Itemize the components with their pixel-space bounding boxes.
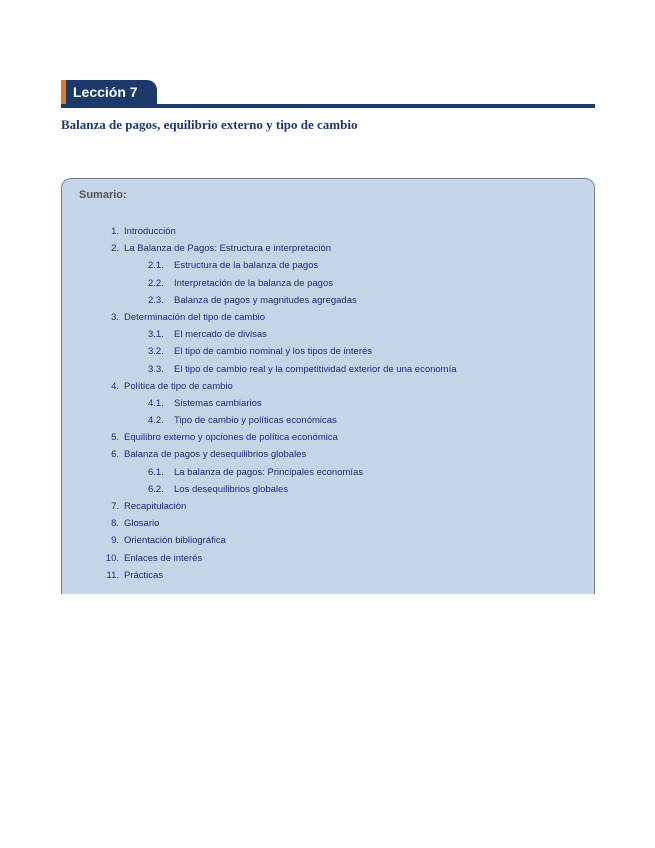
toc-item-number: 4.2. xyxy=(148,415,164,427)
toc-item-text: Enlaces de interés xyxy=(124,552,203,564)
lesson-title: Balanza de pagos, equilibrio externo y tipo de cambio xyxy=(61,117,358,132)
toc-item-number: 2.2. xyxy=(148,277,164,289)
toc-item-number: 9. xyxy=(111,535,119,547)
toc-item-text: Recapitulación xyxy=(124,501,187,512)
toc-item-number: 6. xyxy=(111,449,119,461)
toc-item-text: Equilibro externo y opciones de política económica xyxy=(124,432,338,444)
toc-item-number: 4.1. xyxy=(148,397,164,409)
toc-item-number: 2.3. xyxy=(148,294,164,306)
toc-item-number: 5. xyxy=(111,432,119,444)
lesson-divider xyxy=(61,104,595,108)
toc-item-text: Prácticas xyxy=(124,569,164,581)
toc-item-number: 3. xyxy=(111,311,119,323)
toc-item-text: Balanza de pagos y desequilibrios globales xyxy=(124,449,307,461)
toc-item-text: La balanza de pagos: Principales economías xyxy=(174,466,364,478)
toc-item-number: 6.2. xyxy=(148,483,164,495)
lesson-tab xyxy=(61,80,157,105)
toc-item-text: Balanza de pagos y magnitudes agregadas xyxy=(174,294,357,306)
toc-item-text: Política de tipo de cambio xyxy=(124,380,233,392)
toc-item-text: La Balanza de Pagos: Estructura e interpretación xyxy=(124,243,332,255)
toc-item-number: 3.2. xyxy=(148,346,164,358)
toc-item-number: 7. xyxy=(111,501,119,512)
toc-item-text: Tipo de cambio y políticas económicas xyxy=(174,415,337,427)
toc-item-number: 1. xyxy=(111,226,119,237)
toc-item-number: 6.1. xyxy=(148,466,164,478)
toc-item-number: 2. xyxy=(111,243,119,255)
toc-item-number: 3.1. xyxy=(148,329,164,341)
toc-item-number: 8. xyxy=(111,518,119,530)
toc-item-text: Sistemas cambiarios xyxy=(174,397,262,409)
toc-item-text: Glosario xyxy=(124,518,160,530)
toc-item-number: 4. xyxy=(111,380,119,392)
toc-item-number: 10. xyxy=(105,552,119,564)
summary-label: Sumario: xyxy=(79,189,127,201)
summary-box xyxy=(61,178,595,594)
toc-item-text: Determinación del tipo de cambio xyxy=(124,311,265,323)
toc-item-number: 3.3. xyxy=(148,363,164,375)
toc-item-text: Los desequilibrios globales xyxy=(174,483,289,495)
toc-item-text: Estructura de la balanza de pagos xyxy=(174,260,319,272)
lesson-label: Lección 7 xyxy=(73,84,138,100)
toc-item-text: El tipo de cambio real y la competitividad exterior de una economía xyxy=(174,363,457,375)
toc-item-text: Interpretación de la balanza de pagos xyxy=(174,277,333,289)
toc-item-number: 11. xyxy=(106,569,119,581)
toc-item-text: El tipo de cambio nominal y los tipos de interés xyxy=(174,346,373,358)
toc-item-number: 2.1. xyxy=(148,260,164,272)
toc-item-text: El mercado de divisas xyxy=(174,329,267,341)
toc-item-text: Introducción xyxy=(124,226,176,237)
toc-item-text: Orientación bibliográfica xyxy=(124,535,226,547)
